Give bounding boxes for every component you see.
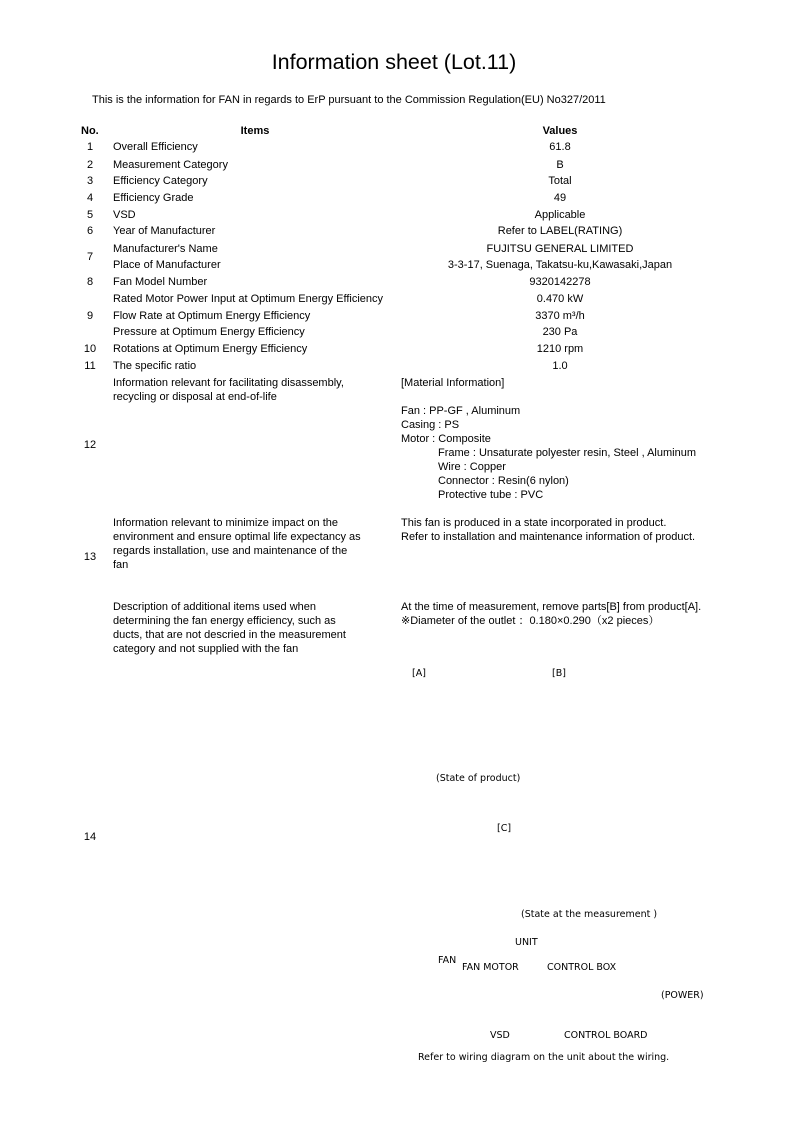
row-item: Fan Model Number — [113, 276, 208, 288]
row-value: 3370 m³/h — [535, 310, 585, 322]
row-item: Pressure at Optimum Energy Efficiency — [113, 326, 305, 338]
row-no: 11 — [84, 360, 96, 372]
row-item: Efficiency Category — [113, 175, 208, 187]
row-no: 8 — [86, 276, 94, 288]
row-value: 1.0 — [552, 360, 568, 372]
material-line: Motor : Composite — [401, 433, 491, 445]
diagram-state-measurement: (State at the measurement ) — [521, 909, 658, 920]
diagram-control-board: CONTROL BOARD — [564, 1030, 648, 1041]
material-line: Protective tube : PVC — [438, 489, 544, 501]
row-item: VSD — [113, 209, 136, 221]
row-item: Overall Efficiency — [113, 141, 198, 153]
row-item: Rated Motor Power Input at Optimum Energy Efficiency — [113, 293, 384, 305]
diagram-label-b: [B] — [552, 668, 566, 679]
diagram-fan: FAN — [438, 955, 457, 966]
value-line: This fan is produced in a state incorporated in product. — [401, 517, 667, 529]
material-line: Casing : PS — [401, 419, 460, 431]
value-line: Refer to installation and maintenance information of product. — [401, 531, 696, 543]
row-no: 14 — [83, 831, 97, 843]
row-item: Place of Manufacturer — [113, 259, 221, 271]
row-item: Information relevant for facilitating disassembly, recycling or disposal at end-of-life — [113, 377, 344, 403]
material-line: Frame : Unsaturate polyester resin, Steel , Aluminum — [438, 447, 696, 459]
value-line: ※Diameter of the outlet ：0.180×0.290（x2 pieces） — [401, 615, 660, 627]
row-value: 9320142278 — [529, 276, 591, 288]
row-item: Information relevant to minimize impact on the environment and ensure optimal life expectancy as regards installation, use and maintenance of the fan — [113, 517, 361, 571]
diagram-control-box: CONTROL BOX — [547, 962, 617, 973]
row-value: B — [556, 159, 564, 171]
row-item: Rotations at Optimum Energy Efficiency — [113, 343, 308, 355]
row-no: 10 — [83, 343, 97, 355]
diagram-wiring-note: Refer to wiring diagram on the unit about the wiring. — [418, 1052, 670, 1063]
row-item: Year of Manufacturer — [113, 225, 216, 237]
row-value: Total — [548, 175, 572, 187]
row-value: Applicable — [534, 209, 586, 221]
material-line: Wire : Copper — [438, 461, 506, 473]
row-item: Measurement Category — [113, 159, 228, 171]
value-line: At the time of measurement, remove parts[B] from product[A]. — [401, 601, 702, 613]
row-value: Refer to LABEL(RATING) — [497, 225, 623, 237]
row-no: 2 — [86, 159, 94, 171]
row-value: 230 Pa — [542, 326, 578, 338]
row-value: 0.470 kW — [536, 293, 584, 305]
row-item: Efficiency Grade — [113, 192, 194, 204]
row-no: 7 — [86, 251, 94, 263]
row-item: Flow Rate at Optimum Energy Efficiency — [113, 310, 311, 322]
row-value: 3-3-17, Suenaga, Takatsu-ku,Kawasaki,Japan — [447, 259, 673, 271]
header-values: Values — [542, 125, 578, 137]
diagram-vsd: VSD — [490, 1030, 510, 1041]
diagram-unit: UNIT — [515, 937, 538, 948]
row-no: 5 — [86, 209, 94, 221]
row-no: 4 — [86, 192, 94, 204]
row-value: 1210 rpm — [536, 343, 584, 355]
row-no: 9 — [86, 310, 94, 322]
diagram-label-c: [C] — [497, 823, 512, 834]
row-value: 61.8 — [549, 141, 571, 153]
diagram-label-a: [A] — [412, 668, 426, 679]
page-title: Information sheet (Lot.11) — [271, 50, 517, 74]
row-value: FUJITSU GENERAL LIMITED — [486, 243, 634, 255]
row-no: 3 — [86, 175, 94, 187]
row-no: 1 — [86, 141, 94, 153]
diagram-fan-motor: FAN MOTOR — [462, 962, 519, 973]
row-item: The specific ratio — [113, 360, 197, 372]
row-item: Description of additional items used when determining the fan energy efficiency, such as ducts, that are not descried in the measurement category and not supplied with the fan — [113, 601, 346, 655]
header-no: No. — [81, 125, 99, 137]
material-heading: [Material Information] — [401, 377, 505, 389]
row-value: 49 — [553, 192, 567, 204]
diagram-state-product: (State of product) — [436, 773, 521, 784]
material-line: Connector : Resin(6 nylon) — [438, 475, 569, 487]
material-line: Fan : PP-GF , Aluminum — [401, 405, 521, 417]
diagram-power: (POWER) — [661, 990, 704, 1001]
row-no: 12 — [83, 439, 97, 451]
row-no: 6 — [86, 225, 94, 237]
row-no: 13 — [83, 551, 97, 563]
row-item: Manufacturer's Name — [113, 243, 218, 255]
subtitle: This is the information for FAN in regards to ErP pursuant to the Commission Regulation(EU) No327/2011 — [92, 94, 606, 106]
header-items: Items — [240, 125, 270, 137]
